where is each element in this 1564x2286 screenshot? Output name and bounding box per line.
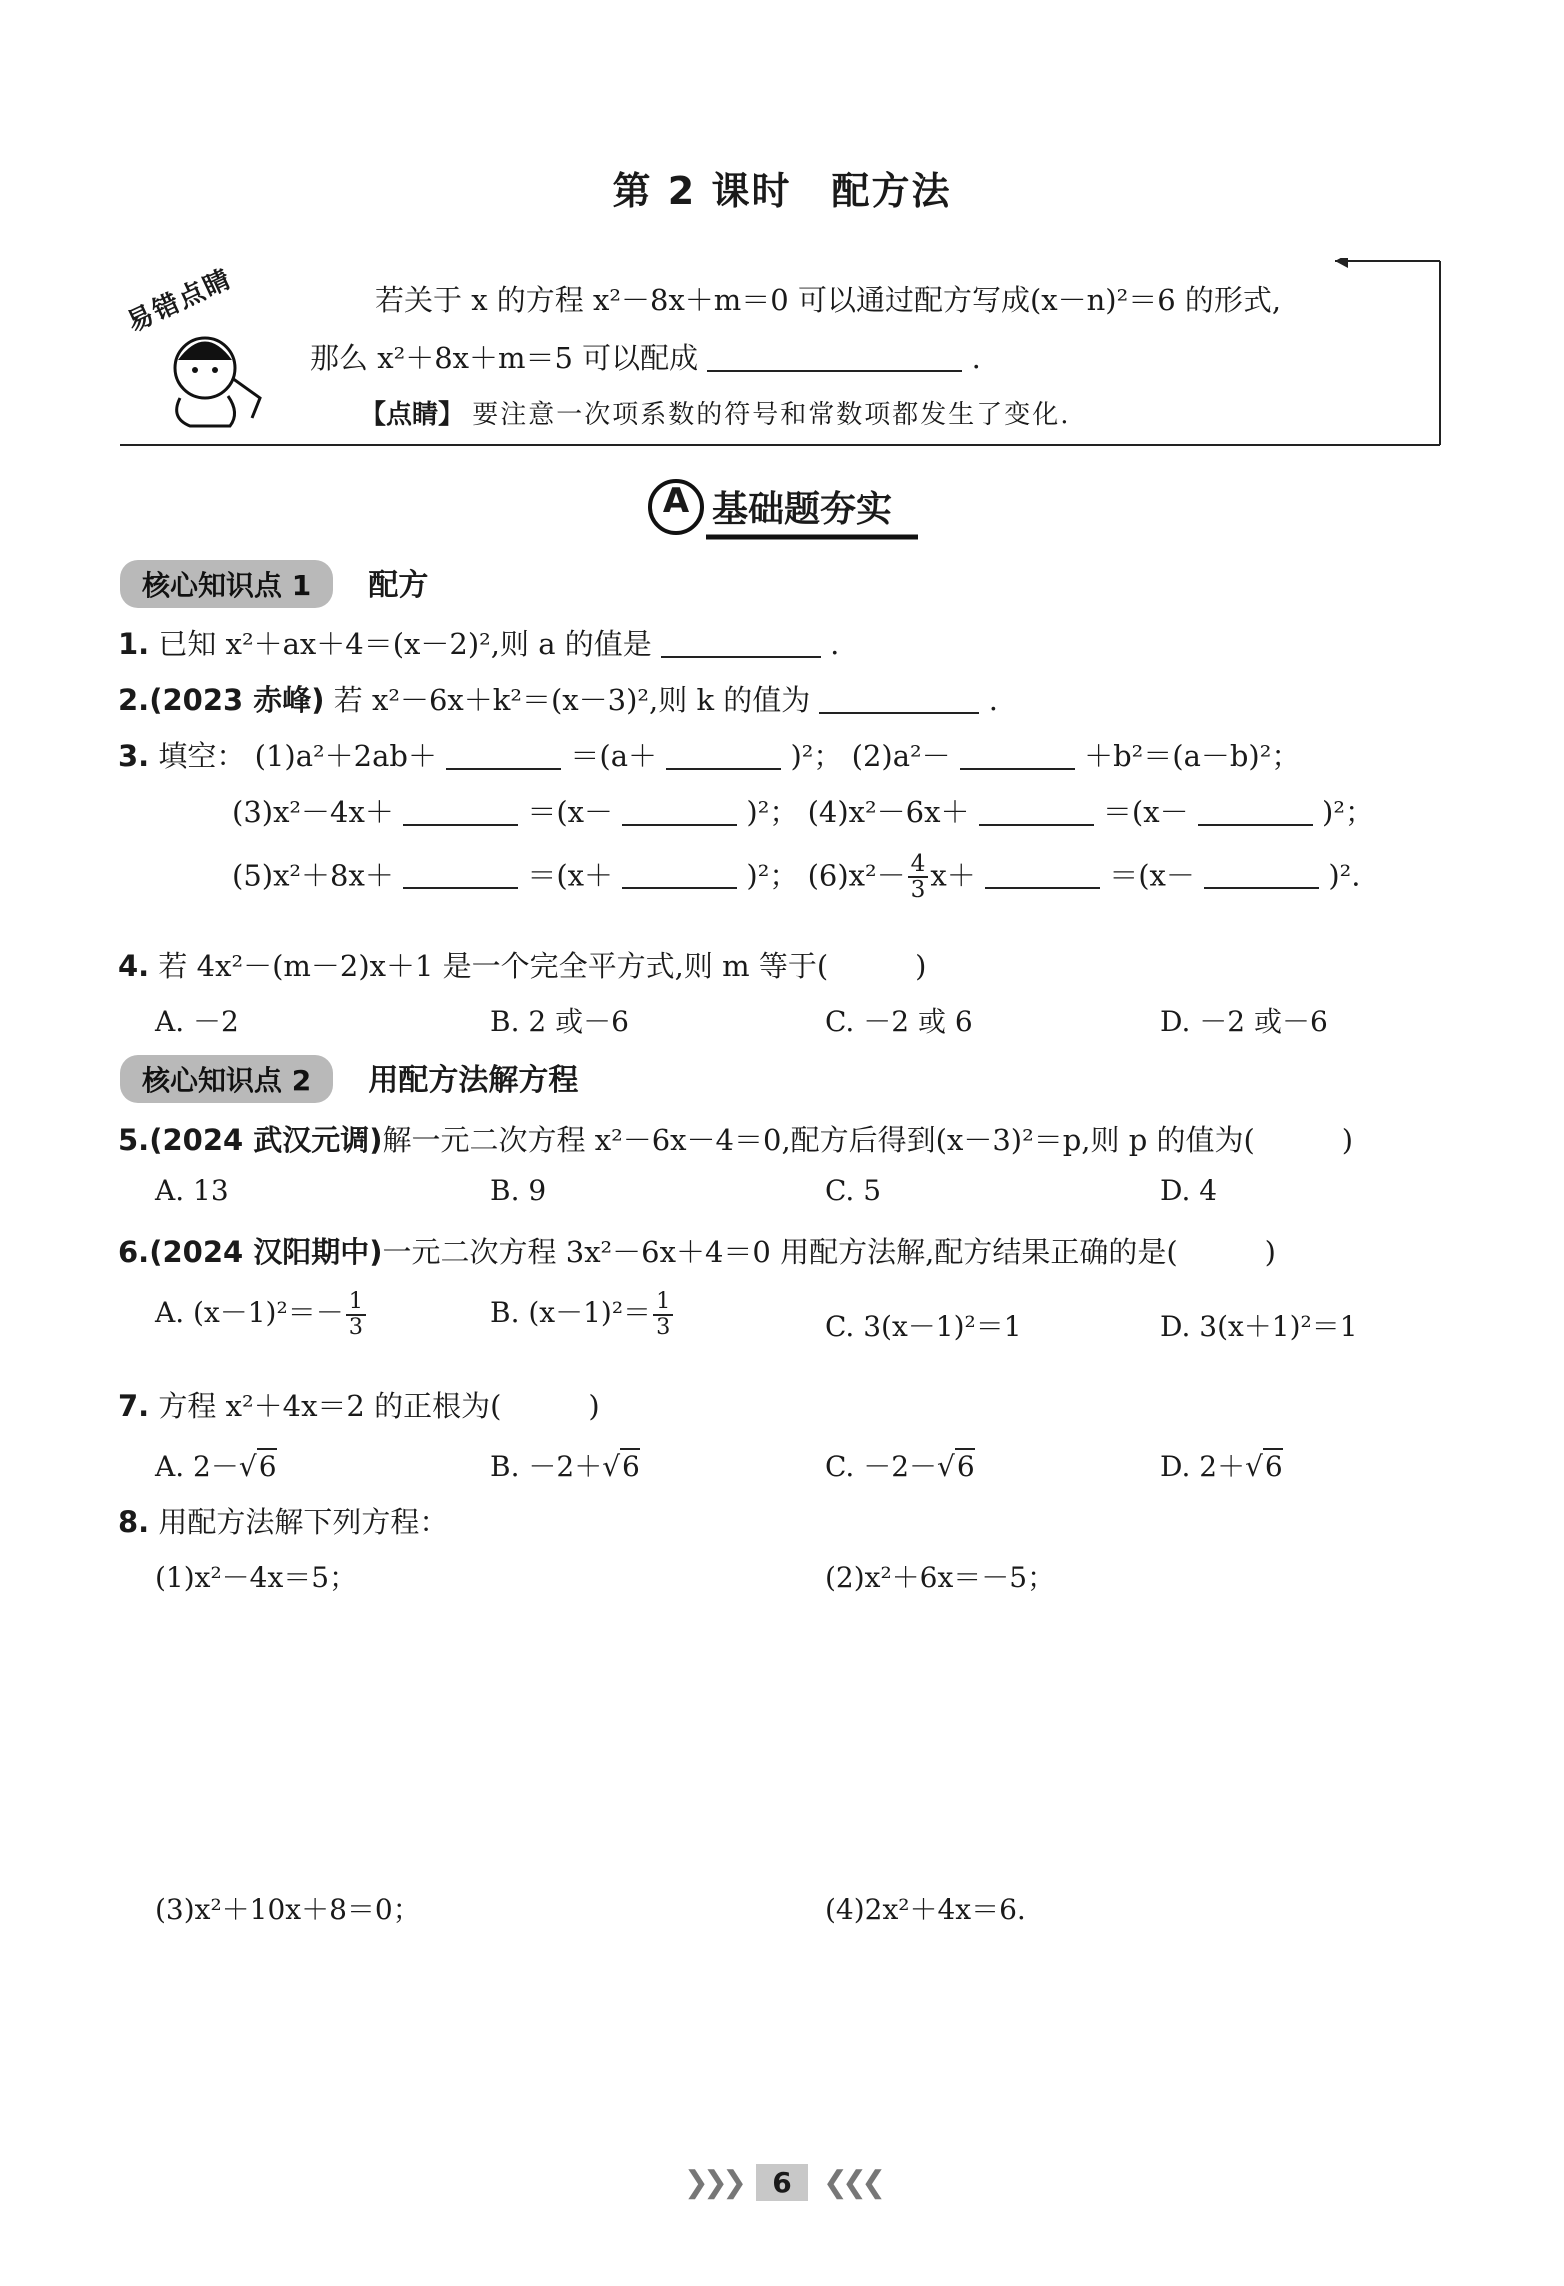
question-2-text: 若 x²－6x＋k²＝(x－3)²,则 k 的值为 bbox=[333, 683, 811, 717]
option-b-text: B. －2＋ bbox=[490, 1450, 603, 1483]
question-3-number: 3. bbox=[118, 739, 150, 773]
question-5-number: 5. bbox=[118, 1123, 150, 1157]
option-d-text: D. 2＋ bbox=[1160, 1450, 1246, 1483]
knowledge-point-2-tag: 核心知识点 2 bbox=[120, 1055, 333, 1103]
question-8-part-1: (1)x²－4x＝5； bbox=[155, 1561, 358, 1594]
question-5-source: (2024 武汉元调) bbox=[149, 1123, 383, 1157]
section-letter: A bbox=[662, 481, 690, 521]
question-3-blank[interactable] bbox=[446, 739, 561, 770]
knowledge-point-1-tag: 核心知识点 1 bbox=[120, 560, 333, 608]
knowledge-point-1-header bbox=[120, 560, 428, 608]
knowledge-point-1-title: 配方 bbox=[368, 568, 429, 603]
question-3-row-3 bbox=[232, 852, 1361, 903]
question-7-option-b[interactable]: B. －2＋√6 bbox=[490, 1450, 640, 1483]
question-3-blank[interactable] bbox=[622, 795, 737, 826]
question-3-part-4-a: (4)x²－6x＋ bbox=[807, 795, 970, 829]
page-title: 第 2 课时 配方法 bbox=[612, 169, 952, 213]
question-3-blank[interactable] bbox=[666, 739, 781, 770]
question-4-option-b[interactable]: B. 2 或－6 bbox=[490, 1005, 629, 1038]
tip-line-1: 若关于 x 的方程 x²－8x＋m＝0 可以通过配方写成(x－n)²＝6 的形式, bbox=[375, 283, 1282, 317]
question-1-blank[interactable] bbox=[661, 627, 821, 658]
answer-area-1[interactable] bbox=[155, 1600, 775, 1870]
fraction-numerator: 4 bbox=[908, 852, 929, 878]
question-5-option-b[interactable]: B. 9 bbox=[490, 1174, 547, 1207]
tip-box bbox=[120, 258, 1442, 448]
option-c-text: C. －2－ bbox=[825, 1450, 938, 1483]
question-8-part-3: (3)x²＋10x＋8＝0； bbox=[155, 1893, 421, 1926]
question-3-part-3-c: )²； bbox=[746, 795, 799, 829]
question-1-number: 1. bbox=[118, 627, 150, 661]
question-3-part-6-a: (6)x²－ bbox=[807, 858, 906, 893]
option-d-radicand: 6 bbox=[1264, 1450, 1283, 1483]
question-3-fraction bbox=[908, 852, 929, 903]
question-6 bbox=[118, 1230, 1276, 1271]
page-footer bbox=[0, 2164, 1564, 2201]
knowledge-point-2-title: 用配方法解方程 bbox=[368, 1063, 579, 1098]
chevron-left-icon: ❮❮❮ bbox=[822, 2165, 881, 2200]
option-b-text: B. (x－1)²＝ bbox=[490, 1296, 652, 1330]
question-3-blank[interactable] bbox=[403, 795, 518, 826]
question-3-blank[interactable] bbox=[979, 795, 1094, 826]
question-5-text: 解一元二次方程 x²－6x－4＝0,配方后得到(x－3)²＝p,则 p 的值为( ) bbox=[382, 1123, 1354, 1157]
question-3-blank[interactable] bbox=[622, 858, 737, 889]
tip-note bbox=[360, 394, 1071, 431]
fraction-numerator: 1 bbox=[653, 1290, 673, 1316]
question-3-blank[interactable] bbox=[1198, 795, 1313, 826]
question-7-number: 7. bbox=[118, 1389, 150, 1423]
question-1-text: 已知 x²＋ax＋4＝(x－2)²,则 a 的值是 bbox=[158, 627, 652, 661]
chevron-right-icon: ❯❯❯ bbox=[683, 2165, 742, 2200]
question-2-end: . bbox=[988, 683, 998, 717]
page-number: 6 bbox=[756, 2164, 807, 2201]
option-b-radicand: 6 bbox=[622, 1450, 640, 1483]
question-3-part-1-c: )²； bbox=[790, 739, 843, 773]
tip-answer-blank[interactable] bbox=[707, 341, 962, 372]
question-4 bbox=[118, 944, 926, 985]
question-3-part-1-b: ＝(a＋ bbox=[570, 739, 658, 773]
question-3-part-3-b: ＝(x－ bbox=[527, 795, 613, 829]
question-3-blank[interactable] bbox=[960, 739, 1075, 770]
question-5-option-d[interactable]: D. 4 bbox=[1160, 1174, 1218, 1207]
section-title: 基础题夯实 bbox=[712, 489, 893, 530]
option-a-text: A. 2－ bbox=[155, 1450, 239, 1483]
question-6-option-d[interactable]: D. 3(x＋1)²＝1 bbox=[1160, 1310, 1358, 1343]
question-3-row-2 bbox=[232, 790, 1374, 831]
question-3-part-5-c: )²； bbox=[746, 858, 799, 893]
option-a-text: A. (x－1)²＝－ bbox=[155, 1296, 344, 1330]
question-7-option-c[interactable]: C. －2－√6 bbox=[825, 1450, 975, 1483]
tip-badge: 易错点睛 bbox=[122, 263, 237, 339]
option-c-radicand: 6 bbox=[956, 1450, 975, 1483]
question-6-text: 一元二次方程 3x²－6x＋4＝0 用配方法解,配方结果正确的是( ) bbox=[382, 1235, 1276, 1269]
question-3-part-4-c: )²； bbox=[1322, 795, 1374, 829]
question-6-option-b[interactable] bbox=[490, 1290, 675, 1339]
tip-line-2 bbox=[310, 336, 981, 377]
tip-note-label: 【点睛】 bbox=[360, 400, 465, 430]
question-7-text: 方程 x²＋4x＝2 的正根为( ) bbox=[158, 1389, 600, 1423]
question-3-part-6-b: x＋ bbox=[930, 858, 976, 893]
question-8 bbox=[118, 1500, 448, 1541]
question-3-blank[interactable] bbox=[985, 858, 1100, 889]
question-4-text: 若 4x²－(m－2)x＋1 是一个完全平方式,则 m 等于( ) bbox=[158, 949, 927, 983]
question-5-option-a[interactable]: A. 13 bbox=[155, 1174, 229, 1207]
question-3-part-4-b: ＝(x－ bbox=[1102, 795, 1189, 829]
question-7-option-a[interactable]: A. 2－√6 bbox=[155, 1450, 277, 1483]
question-5-option-c[interactable]: C. 5 bbox=[825, 1174, 882, 1207]
question-3-blank[interactable] bbox=[1204, 858, 1319, 889]
question-8-part-2: (2)x²＋6x＝－5； bbox=[825, 1561, 1056, 1594]
tip-line-2-end: . bbox=[971, 341, 981, 375]
question-8-part-4: (4)2x²＋4x＝6. bbox=[825, 1893, 1026, 1926]
question-2-source: (2023 赤峰) bbox=[149, 683, 325, 717]
question-3-part-6-d: )². bbox=[1328, 858, 1361, 893]
fraction-denominator: 3 bbox=[656, 1313, 671, 1340]
question-3-part-2-b: ＋b²＝(a－b)²； bbox=[1084, 739, 1301, 773]
question-3-row-1 bbox=[118, 734, 1300, 775]
question-6-number: 6. bbox=[118, 1235, 150, 1269]
fraction-numerator: 1 bbox=[346, 1290, 366, 1316]
question-7-option-d[interactable]: D. 2＋√6 bbox=[1160, 1450, 1283, 1483]
option-b-fraction bbox=[653, 1290, 673, 1339]
option-a-radicand: 6 bbox=[258, 1450, 277, 1483]
answer-area-3[interactable] bbox=[155, 1935, 775, 2135]
question-7 bbox=[118, 1384, 600, 1425]
question-3-part-5-b: ＝(x＋ bbox=[527, 858, 613, 893]
tip-line-2-text: 那么 x²＋8x＋m＝5 可以配成 bbox=[310, 341, 699, 375]
question-8-number: 8. bbox=[118, 1505, 150, 1539]
question-1-end: . bbox=[830, 627, 840, 661]
answer-area-4[interactable] bbox=[825, 1935, 1445, 2135]
question-3-part-1-a: (1)a²＋2ab＋ bbox=[254, 739, 437, 773]
question-3-part-5-a: (5)x²＋8x＋ bbox=[232, 858, 394, 893]
question-4-option-c[interactable]: C. －2 或 6 bbox=[825, 1005, 973, 1038]
question-6-source: (2024 汉阳期中) bbox=[149, 1235, 383, 1269]
question-3-blank[interactable] bbox=[403, 858, 518, 889]
question-3-part-6-c: ＝(x－ bbox=[1109, 858, 1195, 893]
question-3-part-3-a: (3)x²－4x＋ bbox=[232, 795, 394, 829]
question-2 bbox=[118, 678, 998, 719]
question-8-text: 用配方法解下列方程： bbox=[158, 1505, 449, 1539]
question-3-lead: 填空： bbox=[158, 739, 246, 773]
question-2-blank[interactable] bbox=[819, 683, 979, 714]
question-4-option-d[interactable]: D. －2 或－6 bbox=[1160, 1005, 1328, 1038]
question-4-number: 4. bbox=[118, 949, 150, 983]
fraction-denominator: 3 bbox=[348, 1313, 363, 1340]
section-header bbox=[646, 475, 926, 545]
option-a-fraction bbox=[346, 1290, 366, 1339]
question-5 bbox=[118, 1118, 1353, 1159]
question-2-number: 2. bbox=[118, 683, 150, 717]
question-3-part-2-a: (2)a²－ bbox=[851, 739, 951, 773]
question-1 bbox=[118, 622, 839, 663]
question-6-option-a[interactable] bbox=[155, 1290, 368, 1339]
fraction-denominator: 3 bbox=[910, 876, 926, 904]
question-4-option-a[interactable]: A. －2 bbox=[155, 1005, 239, 1038]
tip-note-text: 要注意一次项系数的符号和常数项都发生了变化. bbox=[472, 400, 1071, 430]
knowledge-point-2-header bbox=[120, 1055, 578, 1103]
answer-area-2[interactable] bbox=[825, 1600, 1445, 1870]
question-6-option-c[interactable]: C. 3(x－1)²＝1 bbox=[825, 1310, 1022, 1343]
